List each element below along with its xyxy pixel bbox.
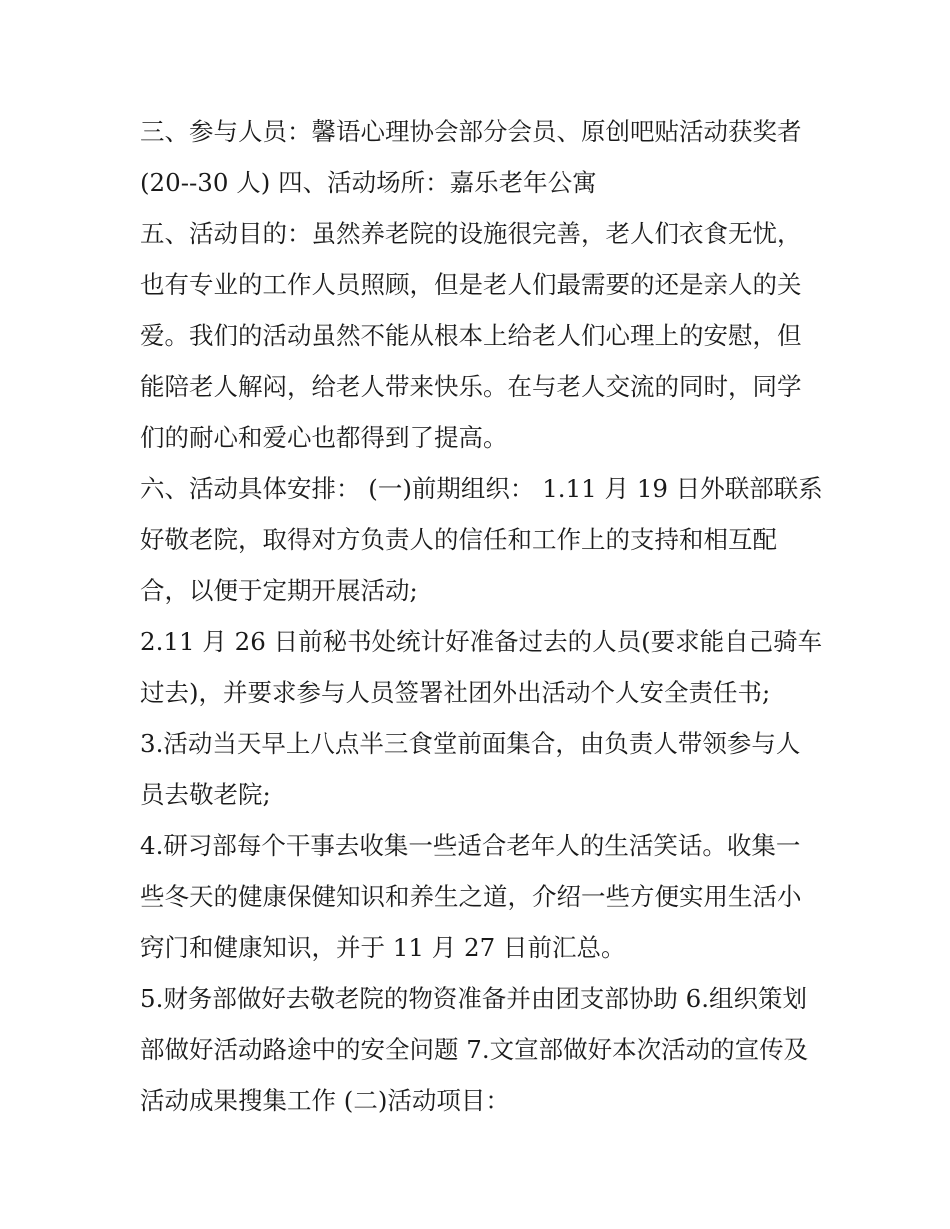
text-line: 些冬天的健康保健知识和养生之道，介绍一些方便实用生活小 [140,882,802,911]
text-line: 2.11 月 26 日前秘书处统计好准备过去的人员(要求能自己骑车 [140,627,823,656]
text-line: 员去敬老院; [140,780,271,809]
text-line: 活动成果搜集工作 (二)活动项目： [140,1086,510,1115]
text-line: 五、活动目的：虽然养老院的设施很完善，老人们衣食无忧， [140,219,802,248]
text-line: 3.活动当天早上八点半三食堂前面集合，由负责人带领参与人 [140,729,801,758]
text-line: (20--30 人) 四、活动场所：嘉乐老年公寓 [140,168,597,197]
text-line: 5.财务部做好去敬老院的物资准备并由团支部协助 6.组织策划 [140,984,808,1013]
text-line: 4.研习部每个干事去收集一些适合老年人的生活笑话。收集一 [140,831,801,860]
document-body [140,106,823,1126]
text-line: 爱。我们的活动虽然不能从根本上给老人们心理上的安慰，但 [140,321,802,350]
text-line: 能陪老人解闷，给老人带来快乐。在与老人交流的同时，同学 [140,372,802,401]
text-line: 们的耐心和爱心也都得到了提高。 [140,423,508,452]
text-line: 三、参与人员：馨语心理协会部分会员、原创吧贴活动获奖者 [140,117,802,146]
text-line: 六、活动具体安排： (一)前期组织： 1.11 月 19 日外联部联系 [140,474,823,503]
text-line: 过去)，并要求参与人员签署社团外出活动个人安全责任书; [140,678,771,707]
text-line: 好敬老院，取得对方负责人的信任和工作上的支持和相互配 [140,525,777,554]
text-line: 窍门和健康知识，并于 11 月 27 日前汇总。 [140,933,626,962]
text-line: 部做好活动路途中的安全问题 7.文宣部做好本次活动的宣传及 [140,1035,809,1064]
text-line: 合，以便于定期开展活动; [140,576,418,605]
text-line: 也有专业的工作人员照顾，但是老人们最需要的还是亲人的关 [140,270,802,299]
